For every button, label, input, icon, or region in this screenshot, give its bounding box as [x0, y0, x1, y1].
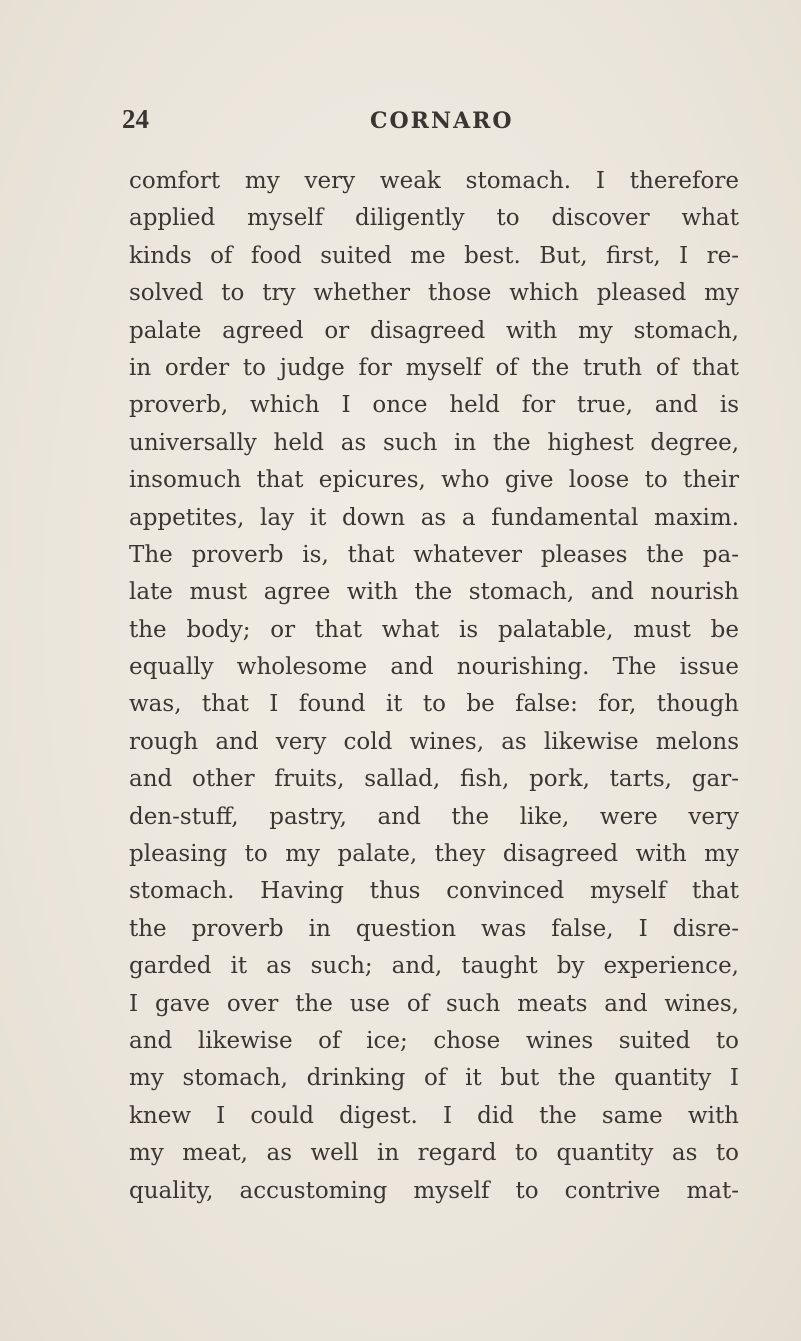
text-line: comfort my very weak stomach. I therefore — [129, 168, 739, 194]
running-head: CORNARO — [370, 108, 514, 134]
text-line: the body; or that what is palatable, must be — [129, 616, 739, 643]
text-line: rough and very cold wines, as likewise melons — [129, 728, 739, 755]
page-header — [0, 104, 801, 144]
text-line: solved to try whether those which pleased my — [129, 280, 739, 307]
text-line: in order to judge for myself of the truth of that — [129, 354, 739, 381]
text-line: The proverb is, that whatever pleases the pa- — [129, 541, 739, 568]
text-line: knew I could digest. I did the same with — [129, 1102, 739, 1129]
text-line: pleasing to my palate, they disagreed with my — [129, 841, 739, 868]
text-line: and likewise of ice; chose wines suited to — [129, 1027, 739, 1054]
text-line: my meat, as well in regard to quantity as to — [129, 1140, 739, 1167]
text-line: palate agreed or disagreed with my stomach, — [129, 317, 739, 344]
text-line: universally held as such in the highest degree, — [129, 429, 739, 456]
text-line: stomach. Having thus convinced myself that — [129, 878, 739, 905]
text-line: and other fruits, sallad, fish, pork, tarts, gar- — [129, 766, 739, 793]
text-line: equally wholesome and nourishing. The issue — [129, 654, 739, 681]
text-line: I gave over the use of such meats and wines, — [129, 990, 739, 1017]
text-line: my stomach, drinking of it but the quantity I — [129, 1065, 739, 1092]
body-text — [129, 163, 739, 1210]
page-number: 24 — [122, 104, 149, 134]
text-line: the proverb in question was false, I disre- — [129, 915, 739, 942]
text-line: quality, accustoming myself to contrive mat- — [129, 1177, 739, 1204]
text-line: insomuch that epicures, who give loose to their — [129, 467, 739, 494]
text-line: garded it as such; and, taught by experience, — [129, 953, 739, 980]
text-line: den-stuff, pastry, and the like, were very — [129, 803, 739, 830]
text-line: applied myself diligently to discover what — [129, 205, 739, 232]
text-line: was, that I found it to be false: for, though — [129, 691, 739, 718]
text-line: appetites, lay it down as a fundamental maxim. — [129, 504, 739, 531]
text-line: late must agree with the stomach, and nourish — [129, 579, 739, 606]
text-line: proverb, which I once held for true, and is — [129, 392, 739, 419]
text-line: kinds of food suited me best. But, first, I re- — [129, 242, 739, 269]
